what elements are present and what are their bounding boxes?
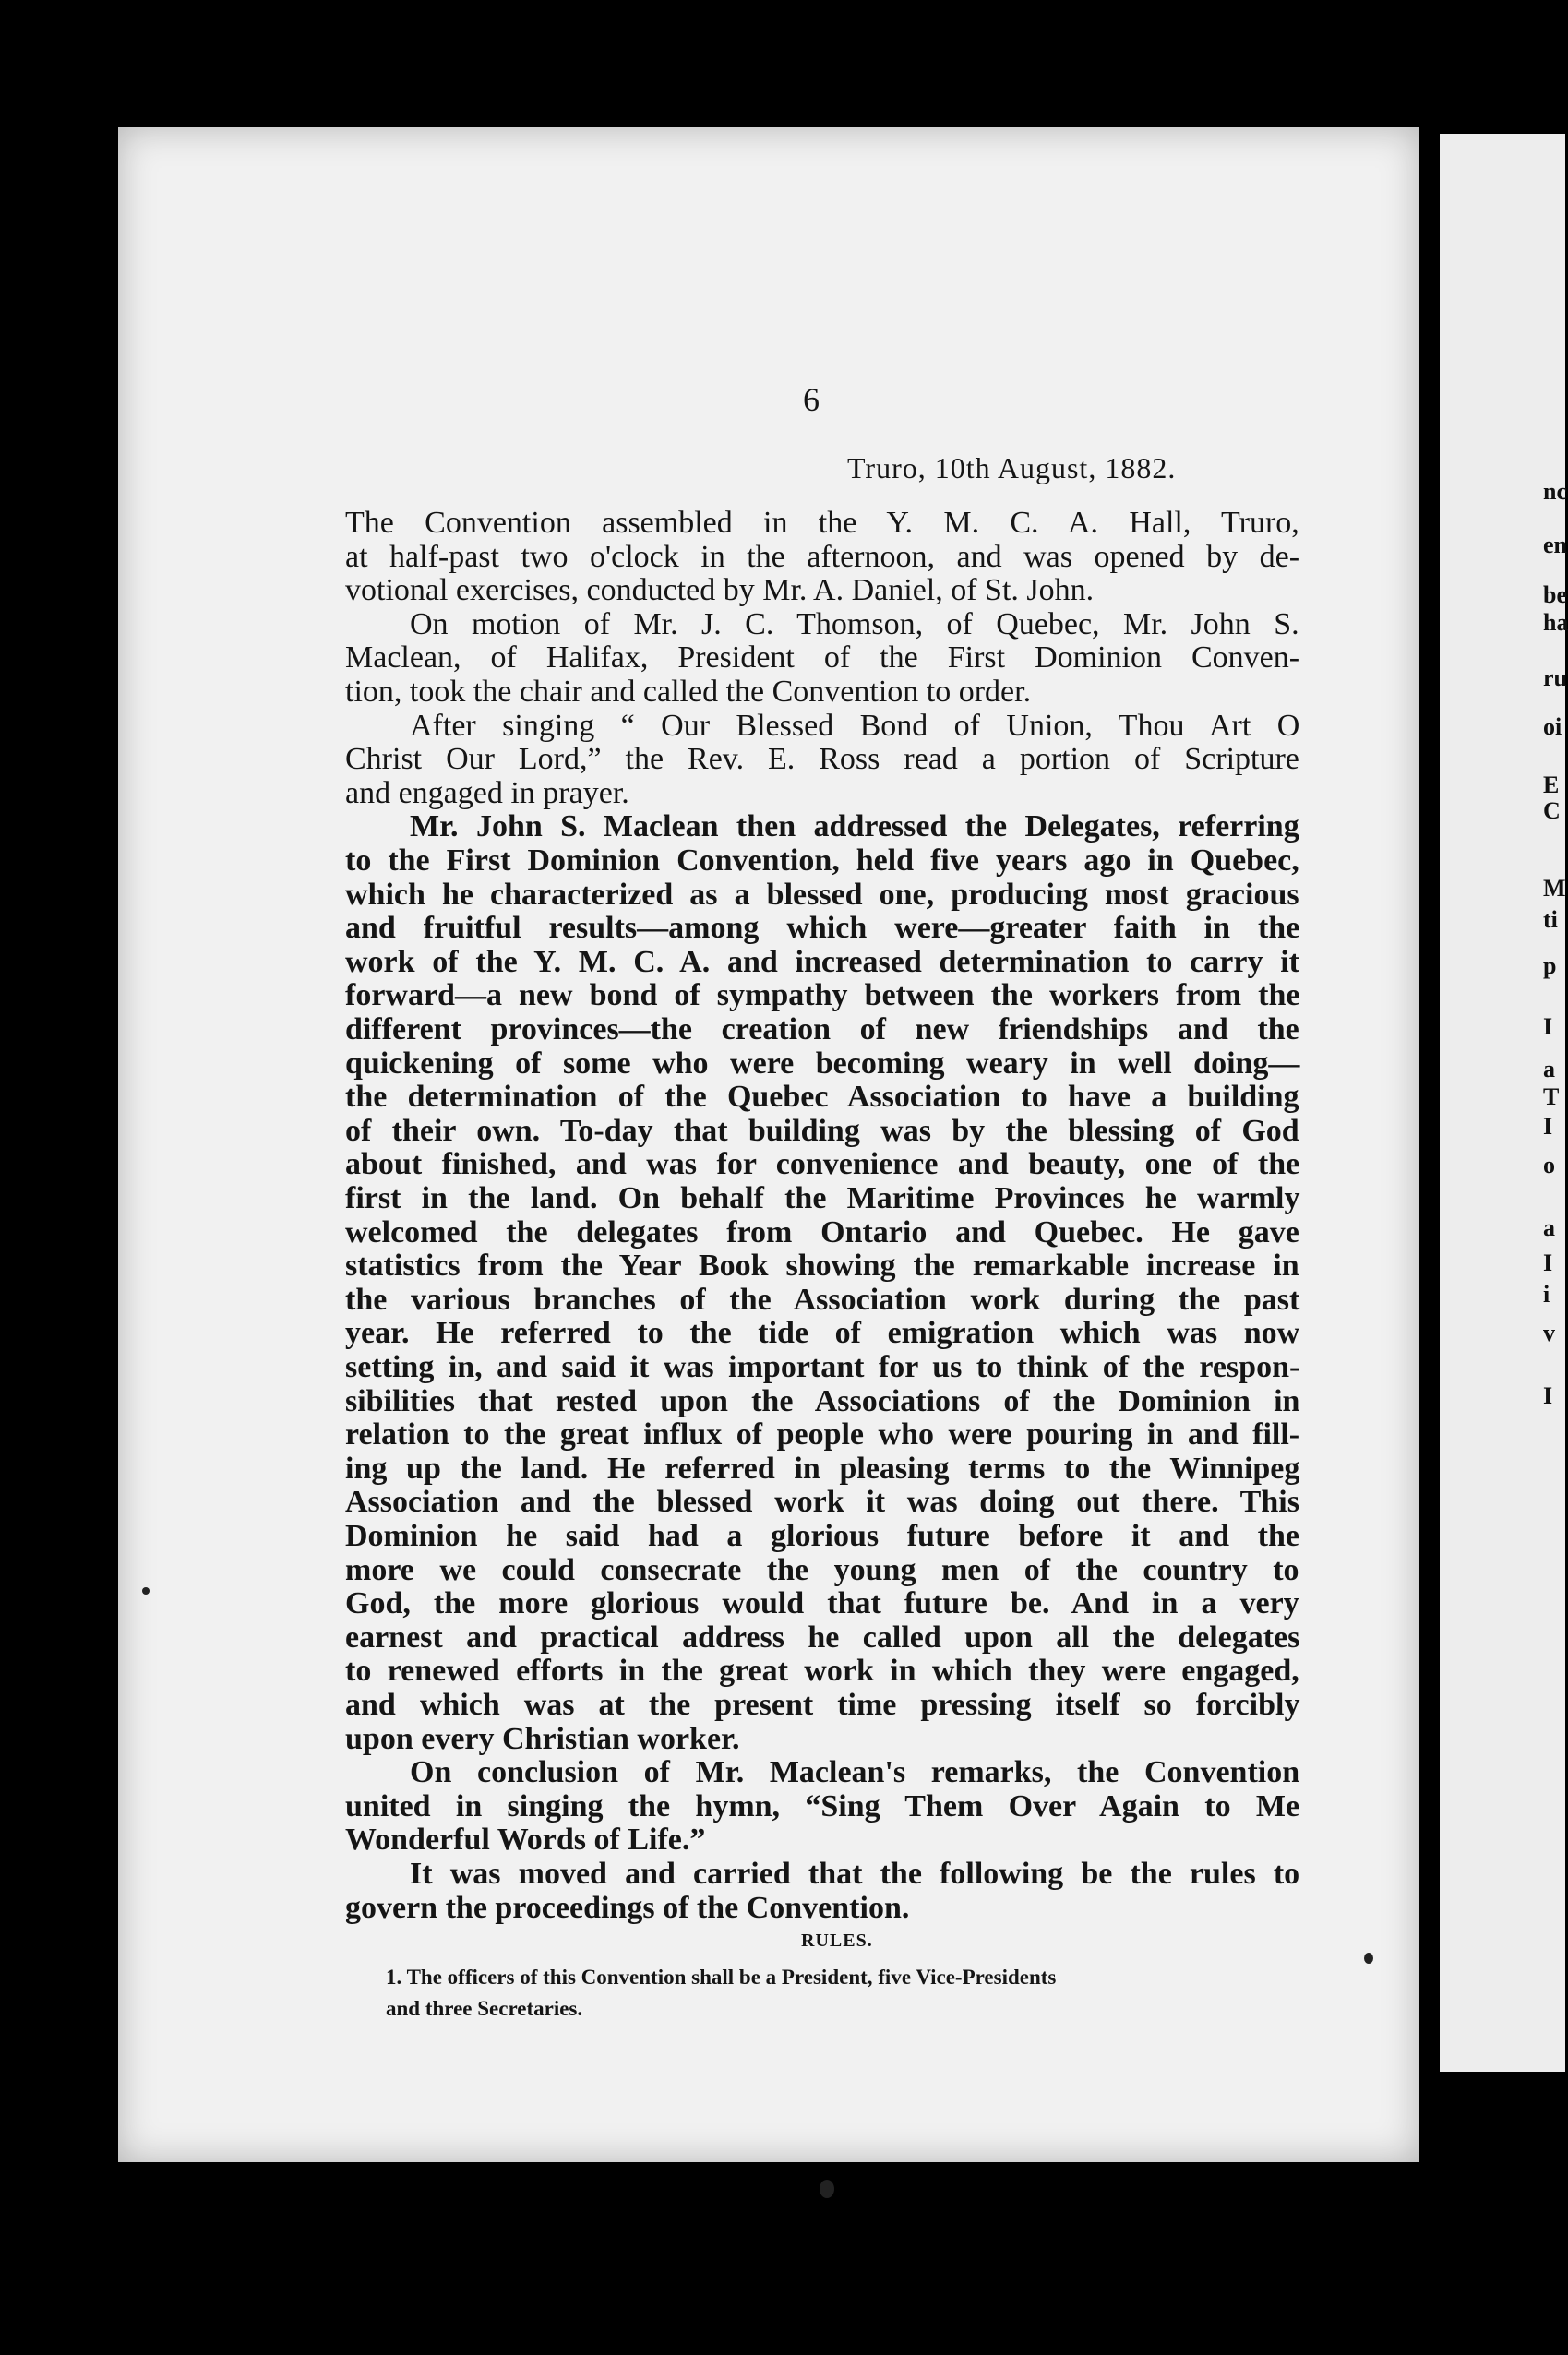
facing-page-fragment: I — [1543, 1013, 1553, 1040]
facing-page-fragment: E — [1543, 771, 1560, 798]
facing-page-fragment: oi — [1543, 713, 1562, 740]
facing-page-fragment: I — [1543, 1249, 1553, 1276]
body-line: govern the proceedings of the Convention. — [345, 1891, 910, 1925]
facing-page-fragment: en — [1543, 532, 1567, 558]
body-line: and engaged in prayer. — [345, 776, 629, 810]
body-line: statistics from the Year Book showing the remarkable increase in — [345, 1249, 1299, 1283]
body-line: and fruitful results—among which were—greater faith in the — [345, 911, 1300, 945]
body-line: Association and the blessed work it was doing out there. This — [345, 1485, 1299, 1519]
facing-page-fragment: v — [1543, 1320, 1555, 1346]
facing-page-fragment: C — [1543, 797, 1561, 824]
facing-page-fragment: p — [1543, 952, 1557, 979]
body-line: On motion of Mr. J. C. Thomson, of Quebec, Mr. John S. — [410, 607, 1299, 641]
body-line: the determination of the Quebec Association to have a building — [345, 1080, 1299, 1114]
body-line: which he characterized as a blessed one, producing most gracious — [345, 878, 1299, 912]
facing-page-fragment: o — [1543, 1152, 1555, 1178]
facing-page-fragment: T — [1543, 1083, 1560, 1110]
rule-line: 1. The officers of this Convention shall be a President, five Vice-Presidents — [386, 1966, 1057, 1989]
body-line: different provinces—the creation of new friendships and the — [345, 1012, 1299, 1046]
body-line: quickening of some who were becoming weary in well doing— — [345, 1046, 1300, 1081]
facing-page-fragment: ru — [1543, 664, 1567, 691]
body-line: at half-past two o'clock in the afternoon, and was opened by de- — [345, 540, 1300, 574]
facing-page-fragment: i — [1543, 1281, 1550, 1308]
body-line: and which was at the present time pressing itself so forcibly — [345, 1688, 1300, 1722]
body-line: It was moved and carried that the following be the rules to — [410, 1857, 1300, 1891]
facing-page-fragment: be — [1543, 581, 1567, 608]
body-line: work of the Y. M. C. A. and increased determination to carry it — [345, 945, 1299, 979]
body-line: year. He referred to the tide of emigration which was now — [345, 1316, 1300, 1350]
facing-page-fragment: a — [1543, 1214, 1555, 1241]
facing-page-fragment: nc — [1543, 478, 1567, 505]
body-line: Wonderful Words of Life.” — [345, 1823, 706, 1857]
body-line: On conclusion of Mr. Maclean's remarks, the Convention — [410, 1755, 1300, 1789]
body-line: relation to the great influx of people who were pouring in and fill- — [345, 1417, 1300, 1452]
body-line: God, the more glorious would that future be. And in a very — [345, 1586, 1299, 1620]
facing-page-fragment: ti — [1543, 906, 1558, 933]
body-line: Dominion he said had a glorious future before it and the — [345, 1519, 1299, 1553]
body-line: forward—a new bond of sympathy between the workers from the — [345, 978, 1300, 1012]
body-line: After singing “ Our Blessed Bond of Union, Thou Art O — [410, 709, 1300, 743]
page-gutter — [1419, 134, 1440, 2164]
body-line: earnest and practical address he called upon all the delegates — [345, 1620, 1300, 1655]
body-line: The Convention assembled in the Y. M. C. A. Hall, Truro, — [345, 506, 1299, 540]
body-line: sibilities that rested upon the Associations of the Dominion in — [345, 1384, 1300, 1418]
facing-page-fragment: I — [1543, 1382, 1553, 1409]
body-line: to the First Dominion Convention, held five years ago in Quebec, — [345, 843, 1299, 878]
body-line: first in the land. On behalf the Maritime Provinces he warmly — [345, 1181, 1300, 1215]
rules-heading: RULES. — [801, 1931, 873, 1951]
facing-page-fragment: ha — [1543, 609, 1568, 636]
body-line: welcomed the delegates from Ontario and Quebec. He gave — [345, 1215, 1299, 1249]
ink-speck — [1364, 1953, 1373, 1964]
body-line: Mr. John S. Maclean then addressed the Delegates, referring — [410, 809, 1299, 843]
body-line: setting in, and said it was important for us to think of the respon- — [345, 1350, 1300, 1384]
ink-speck — [820, 2180, 834, 2198]
page-number: 6 — [803, 381, 820, 418]
ink-speck — [142, 1587, 150, 1595]
body-line: to renewed efforts in the great work in which they were engaged, — [345, 1654, 1299, 1688]
rule-line: and three Secretaries. — [386, 1997, 583, 2020]
facing-page-fragment: M — [1543, 875, 1566, 902]
body-line: more we could consecrate the young men of the country to — [345, 1553, 1299, 1587]
body-line: tion, took the chair and called the Convention to order. — [345, 675, 1032, 709]
body-line: of their own. To-day that building was by the blessing of God — [345, 1114, 1299, 1148]
facing-page-fragment: I — [1543, 1113, 1553, 1140]
facing-page-fragment: a — [1543, 1056, 1555, 1082]
body-line: votional exercises, conducted by Mr. A. Daniel, of St. John. — [345, 573, 1095, 607]
body-line: about finished, and was for convenience and beauty, one of the — [345, 1147, 1300, 1181]
body-line: the various branches of the Association work during the past — [345, 1283, 1300, 1317]
body-line: united in singing the hymn, “Sing Them Over Again to Me — [345, 1789, 1300, 1823]
body-line: Maclean, of Halifax, President of the First Dominion Conven- — [345, 640, 1300, 675]
dateline: Truro, 10th August, 1882. — [847, 451, 1177, 484]
body-line: upon every Christian worker. — [345, 1722, 740, 1756]
body-line: ing up the land. He referred in pleasing terms to the Winnipeg — [345, 1452, 1300, 1486]
body-line: Christ Our Lord,” the Rev. E. Ross read a portion of Scripture — [345, 742, 1299, 776]
